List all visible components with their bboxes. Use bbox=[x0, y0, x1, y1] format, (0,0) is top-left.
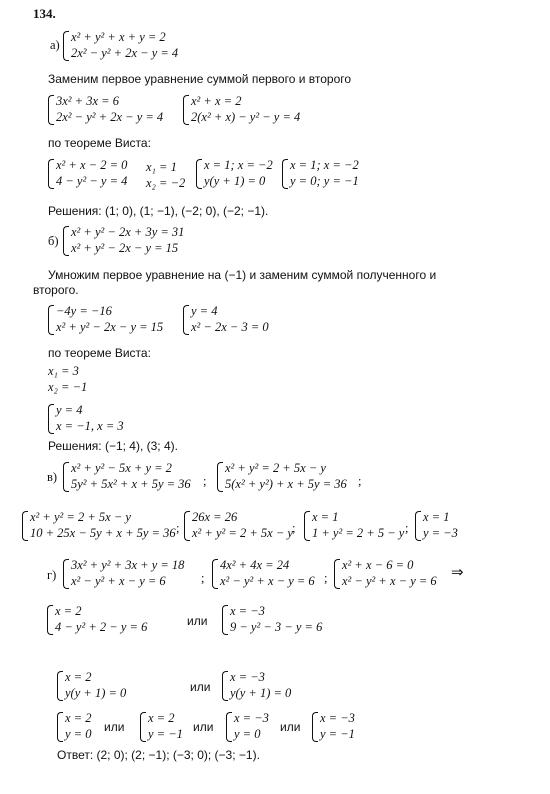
brace bbox=[47, 605, 53, 635]
equation: y(y + 1) = 0 bbox=[230, 686, 292, 700]
separator: ; bbox=[203, 474, 207, 488]
equation: 3x² + 3x = 6 bbox=[56, 94, 119, 108]
text-vieta-b: по теореме Виста: bbox=[48, 346, 151, 360]
brace bbox=[183, 305, 189, 335]
text-replace: Заменим первое уравнение суммой первого и второго bbox=[48, 72, 352, 86]
brace bbox=[140, 712, 146, 742]
equation: 2x² − y² + 2x − y = 4 bbox=[71, 46, 179, 60]
part-a-label: а) bbox=[50, 38, 60, 52]
equation: y = −1 bbox=[148, 727, 183, 741]
or-word: или bbox=[193, 720, 214, 734]
brace bbox=[63, 31, 69, 61]
problem-number: 134. bbox=[33, 6, 56, 21]
equation: 4 − y² − y = 4 bbox=[56, 174, 128, 188]
equation: x = 1; x = −2 bbox=[290, 158, 359, 172]
equation: x² − 2x − 3 = 0 bbox=[191, 320, 269, 334]
equation: y(y + 1) = 0 bbox=[65, 686, 127, 700]
brace bbox=[304, 511, 310, 541]
separator: ; bbox=[358, 474, 362, 488]
brace bbox=[196, 159, 202, 189]
equation: x² + x = 2 bbox=[191, 94, 242, 108]
equation: 2(x² + x) − y² − y = 4 bbox=[191, 110, 301, 124]
equation: x = 1; x = −2 bbox=[204, 158, 273, 172]
equation: y = −3 bbox=[423, 526, 458, 540]
brace bbox=[222, 671, 228, 701]
brace bbox=[217, 462, 223, 492]
equation: 4 − y² + 2 − y = 6 bbox=[55, 620, 148, 634]
brace bbox=[183, 95, 189, 125]
or-word: или bbox=[190, 680, 211, 694]
equation: 3x² + y² + 3x + y = 18 bbox=[71, 558, 185, 572]
brace bbox=[222, 605, 228, 635]
equation: x² + y² = 2 + 5x − y bbox=[30, 510, 131, 524]
root-x2-b: x₂ = −1 bbox=[48, 380, 88, 394]
equation: x² − y² + x − y = 6 bbox=[220, 574, 315, 588]
brace bbox=[312, 712, 318, 742]
solutions-a: Решения: (1; 0), (1; −1), (−2; 0), (−2; −1). bbox=[48, 204, 269, 218]
equation: x = −3 bbox=[230, 670, 265, 684]
equation: x = −3 bbox=[234, 711, 269, 725]
equation: x = 2 bbox=[55, 604, 82, 618]
equation: 9 − y² − 3 − y = 6 bbox=[230, 620, 323, 634]
brace bbox=[184, 511, 190, 541]
text-multiply-2: второго. bbox=[33, 283, 79, 297]
equation: y = 4 bbox=[56, 403, 83, 417]
or-word: или bbox=[104, 720, 125, 734]
separator: ; bbox=[176, 521, 180, 535]
equation: x² + x − 2 = 0 bbox=[56, 158, 128, 172]
equation: 1 + y² = 2 + 5 − y bbox=[312, 526, 405, 540]
equation: x = −3 bbox=[320, 711, 355, 725]
equation: x² + y² = 2 + 5x − y bbox=[192, 526, 293, 540]
equation: y = 4 bbox=[191, 304, 218, 318]
equation: 5(x² + y²) + x + 5y = 36 bbox=[225, 477, 347, 491]
brace bbox=[282, 159, 288, 189]
root-x2-a: x₂ = −2 bbox=[146, 176, 186, 190]
equation: 5y² + 5x² + x + 5y = 36 bbox=[71, 477, 191, 491]
separator: ; bbox=[405, 521, 409, 535]
brace bbox=[48, 159, 54, 189]
answer: Ответ: (2; 0); (2; −1); (−3; 0); (−3; −1). bbox=[57, 748, 260, 762]
equation: x² + y² = 2 + 5x − y bbox=[225, 461, 326, 475]
brace bbox=[63, 559, 69, 589]
root-x1-a: x₁ = 1 bbox=[146, 160, 177, 174]
part-b-label: б) bbox=[48, 234, 59, 248]
equation: 2x² − y² + 2x − y = 4 bbox=[56, 110, 164, 124]
equation: x = 2 bbox=[65, 670, 92, 684]
solutions-b: Решения: (−1; 4), (3; 4). bbox=[48, 439, 178, 453]
text-multiply-1: Умножим первое уравнение на (−1) и заменим суммой полученного и bbox=[48, 268, 437, 282]
or-word: или bbox=[280, 720, 301, 734]
brace bbox=[212, 559, 218, 589]
brace bbox=[48, 404, 54, 434]
brace bbox=[57, 671, 63, 701]
equation: 26x = 26 bbox=[192, 510, 238, 524]
equation: −4y = −16 bbox=[56, 304, 112, 318]
brace bbox=[63, 226, 69, 256]
text-vieta-a: по теореме Виста: bbox=[48, 136, 151, 150]
equation: y = 0 bbox=[234, 727, 261, 741]
equation: x = −1, x = 3 bbox=[56, 419, 124, 433]
equation: x² + y² − 2x + 3y = 31 bbox=[71, 225, 185, 239]
brace bbox=[22, 511, 28, 541]
equation: 10 + 25x − 5y + x + 5y = 36 bbox=[30, 526, 176, 540]
separator: ; bbox=[201, 571, 205, 585]
equation: x² + x − 6 = 0 bbox=[342, 558, 414, 572]
equation: x² − y² + x − y = 6 bbox=[71, 574, 166, 588]
or-word: или bbox=[187, 614, 208, 628]
part-g-label: г) bbox=[47, 568, 57, 582]
brace bbox=[63, 462, 69, 492]
separator: ; bbox=[324, 571, 328, 585]
brace bbox=[415, 511, 421, 541]
equation: y = −1 bbox=[320, 727, 355, 741]
equation: x = 1 bbox=[312, 510, 339, 524]
brace bbox=[334, 559, 340, 589]
brace bbox=[48, 95, 54, 125]
equation: y = 0 bbox=[65, 727, 92, 741]
implies-arrow: ⇒ bbox=[451, 565, 464, 581]
equation: x² + y² − 2x − y = 15 bbox=[56, 320, 164, 334]
equation: x = 2 bbox=[65, 711, 92, 725]
equation: 4x² + 4x = 24 bbox=[220, 558, 290, 572]
equation: x² + y² − 5x + y = 2 bbox=[71, 461, 172, 475]
equation: x = 2 bbox=[148, 711, 175, 725]
equation: y(y + 1) = 0 bbox=[204, 174, 266, 188]
brace bbox=[226, 712, 232, 742]
equation: x² − y² + x − y = 6 bbox=[342, 574, 437, 588]
separator: ; bbox=[292, 521, 296, 535]
equation: y = 0; y = −1 bbox=[290, 174, 359, 188]
equation: x = −3 bbox=[230, 604, 265, 618]
equation: x² + y² + x + y = 2 bbox=[71, 30, 166, 44]
brace bbox=[57, 712, 63, 742]
equation: x = 1 bbox=[423, 510, 450, 524]
part-v-label: в) bbox=[47, 470, 58, 484]
root-x1-b: x₁ = 3 bbox=[48, 364, 79, 378]
equation: x² + y² − 2x − y = 15 bbox=[71, 241, 179, 255]
brace bbox=[48, 305, 54, 335]
